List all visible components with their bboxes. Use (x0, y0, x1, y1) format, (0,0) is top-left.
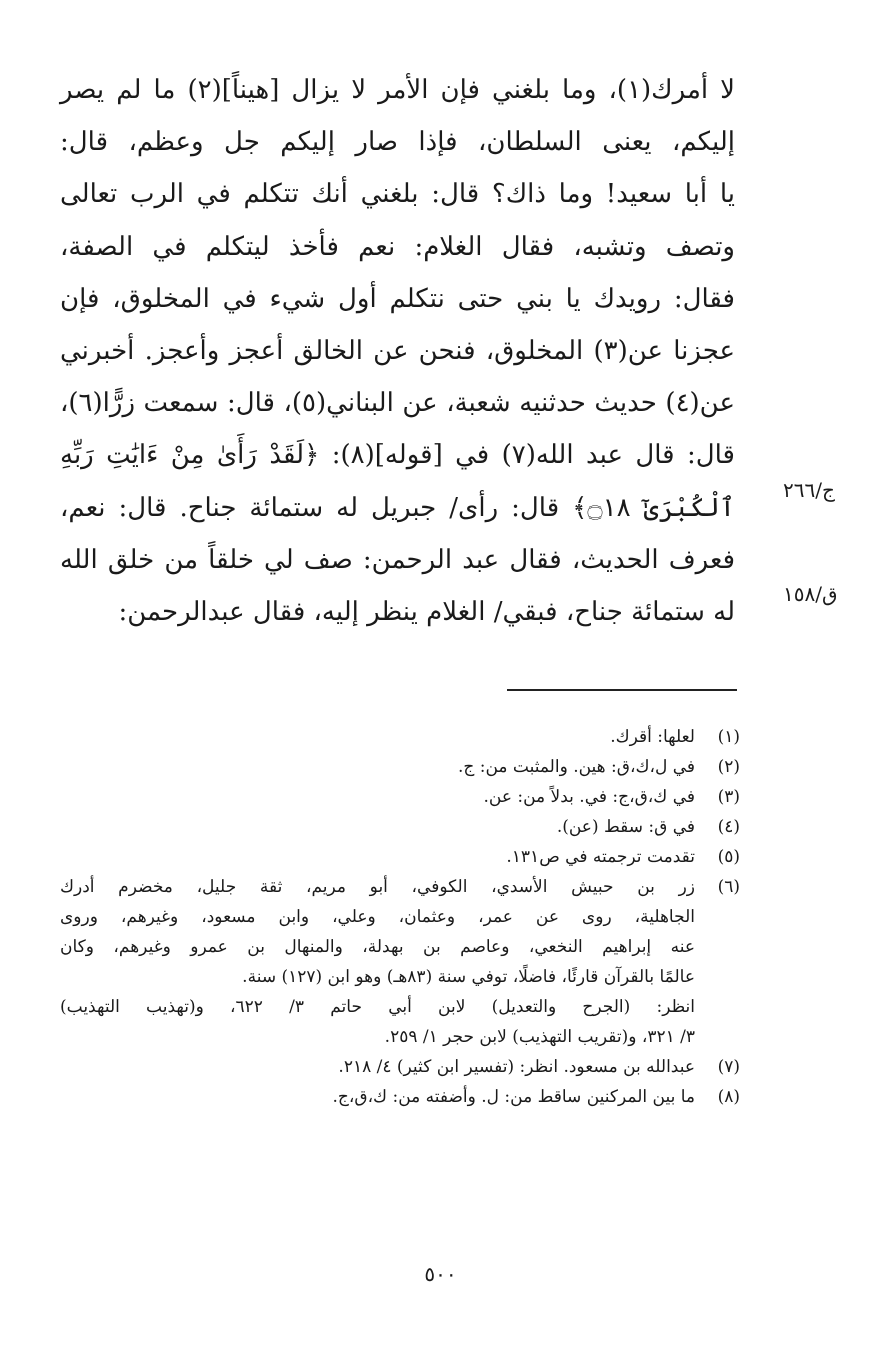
footnote-6 (60, 872, 740, 1052)
footnote-text: في ق: سقط (عن). (556, 817, 695, 837)
text-line: فقال: رويدك يا بني حتى نتكلم أول شيء في المخلوق، فإن (60, 283, 735, 314)
margin-note-manuscript-qaf: ق/١٥٨ (783, 582, 838, 606)
footnote-number: (١) (717, 727, 740, 747)
footnote-text-line: عالمًا بالقرآن قارئًا، فاضلًا، توفي سنة (٨٣هـ) وهو ابن (١٢٧) سنة. (242, 967, 695, 987)
footnote-number: (٧) (717, 1057, 740, 1077)
footnote-text: لعلها: أقرك. (610, 727, 695, 747)
footnote-number: (٢) (717, 757, 740, 777)
text-line: لا أمرك(١)، وما بلغني فإن الأمر لا يزال [هيناً](٢) ما لم يصر (60, 75, 736, 105)
margin-note-manuscript-jim: ج/٢٦٦ (783, 478, 835, 502)
footnote-2 (60, 752, 740, 782)
footnote-text: تقدمت ترجمته في ص١٣١. (506, 847, 695, 867)
text-line: وتصف وتشبه، فقال الغلام: نعم فأخذ ليتكلم في الصفة، (60, 231, 735, 262)
footnote-number: (٦) (717, 877, 740, 897)
main-text (60, 64, 735, 638)
footnote-5 (60, 842, 740, 872)
footnote-7 (60, 1052, 740, 1082)
text-line: يا أبا سعيد! وما ذاك؟ قال: بلغني أنك تتكلم في الرب تعالى (60, 179, 735, 210)
footnote-number: (٨) (717, 1087, 740, 1107)
footnote-text-line: عنه إبراهيم النخعي، وعاصم بن بهدلة، والمنهال بن عمرو وغيرهم، وكان (60, 937, 695, 957)
page-number: ٥٠٠ (424, 1262, 457, 1286)
footnote-text-line: انظر: (الجرح والتعديل) لابن أبي حاتم ٣/ ٦٢٢، و(تهذيب التهذيب) (60, 997, 696, 1017)
footnote-text: في ل،ك،ق: هين. والمثبت من: ج. (457, 757, 695, 777)
footnote-text: في ك،ق،ج: في. بدلاً من: عن. (483, 787, 695, 807)
text-line: له ستمائة جناح، فبقي/ الغلام ينظر إليه، فقال عبدالرحمن: (118, 596, 735, 627)
footnote-number: (٥) (717, 847, 740, 867)
text-line: فعرف الحديث، فقال عبد الرحمن: صف لي خلقاً من خلق الله (60, 544, 735, 575)
text-line: قال: قال عبد الله(٧) في [قوله](٨): ﴿لَقَدْ رَأَىٰ مِنْ ءَايَٰتِ رَبِّهِ (60, 440, 735, 471)
footnotes (60, 722, 740, 1112)
footnote-4 (60, 812, 740, 842)
footnote-text-line: ٣/ ٣٢١، و(تقريب التهذيب) لابن حجر ١/ ٢٥٩. (384, 1027, 695, 1047)
footnote-number: (٤) (717, 817, 740, 837)
text-line: عجزنا عن(٣) المخلوق، فنحن عن الخالق أعجز وأعجز. أخبرني (60, 335, 736, 366)
footnote-text-line: الجاهلية، روى عن عمر، وعثمان، وعلي، وابن مسعود، وغيرهم، وروى (60, 907, 695, 927)
footnote-1 (60, 722, 740, 752)
footnote-text-line: زر بن حبيش الأسدي، الكوفي، أبو مريم، ثقة جليل، مخضرم أدرك (60, 877, 695, 897)
text-line: عن(٤) حديث حدثنيه شعبة، عن البناني(٥)، قال: سمعت زرًّا(٦)، (60, 388, 735, 419)
footnote-3 (60, 782, 740, 812)
footnote-number: (٣) (717, 787, 740, 807)
text-line: ٱلْكُبْرَىٰٓ ۝١٨﴾ قال: رأى/ جبريل له ستمائة جناح. قال: نعم، (60, 492, 735, 523)
text-line: إليكم، يعنى السلطان، فإذا صار إليكم جل وعظم، قال: (60, 127, 735, 158)
footnote-text: عبدالله بن مسعود. انظر: (تفسير ابن كثير) ٤/ ٢١٨. (338, 1057, 695, 1077)
footnote-8 (60, 1082, 740, 1112)
footnote-text: ما بين المركنين ساقط من: ل. وأضفته من: ك،ق،ج. (332, 1087, 695, 1107)
footnote-divider (507, 689, 737, 691)
